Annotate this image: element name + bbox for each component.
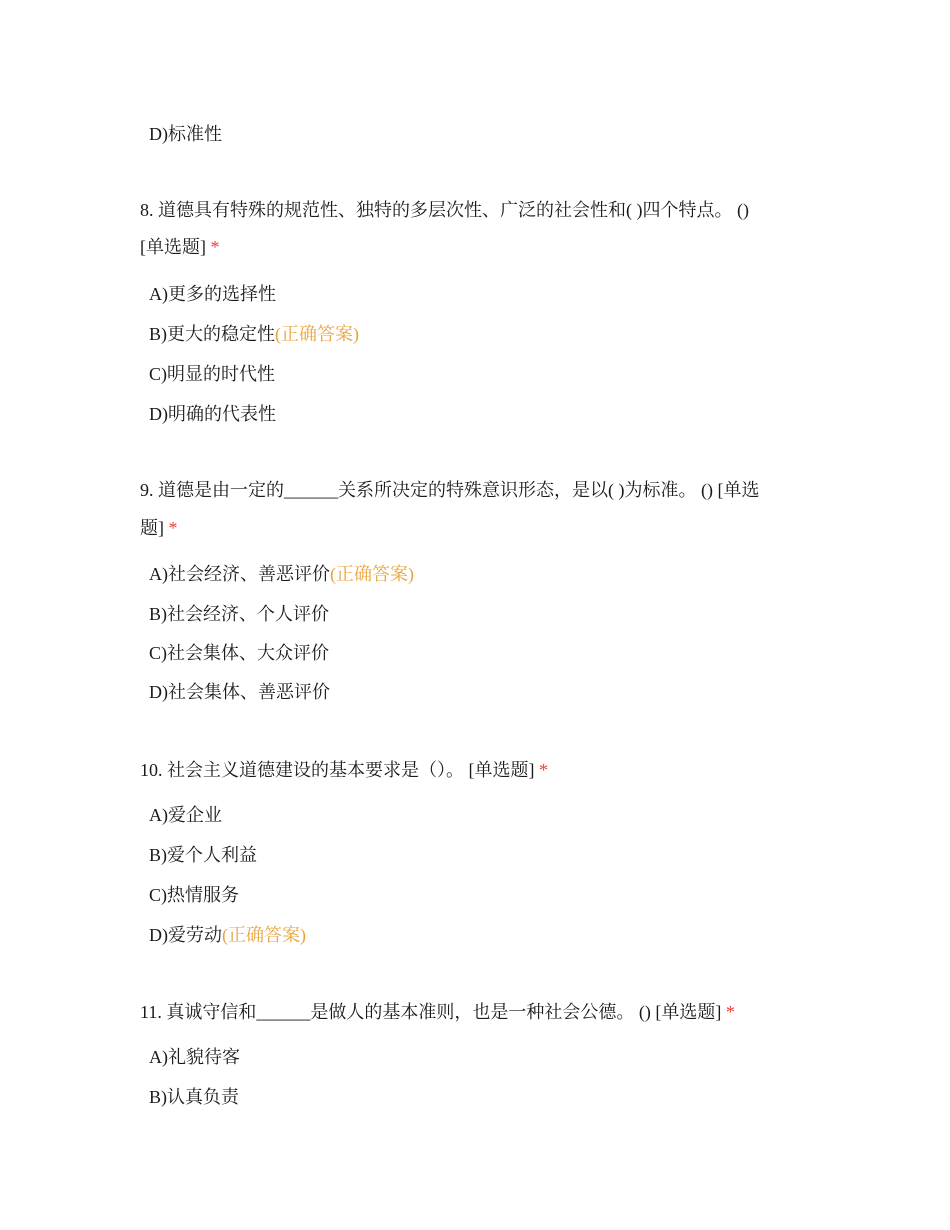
option-item [149,602,329,626]
option-label: A)社会经济、善恶评价 [149,564,330,584]
option-item [149,803,222,827]
correct-answer-marker: (正确答案) [222,925,306,945]
question-10-title [140,758,548,782]
option-item [149,680,330,704]
option-item [149,843,257,867]
question-number: 11. [140,1002,162,1022]
option-label: A)爱企业 [149,805,222,825]
option-item [149,282,276,306]
question-number: 8. [140,200,154,220]
required-asterisk: * [725,1002,735,1022]
question-8-title-cont [140,235,220,259]
question-text: 真诚守信和______是做人的基本准则，也是一种社会公德。 () [单选题] [166,1002,722,1022]
question-text: 道德具有特殊的规范性、独特的多层次性、广泛的社会性和( )四个特点。 () [158,200,749,220]
option-label: C)热情服务 [149,885,239,905]
question-text: 社会主义道德建设的基本要求是（）。 [单选题] [167,760,535,780]
question-8-title [140,198,749,222]
option-label: D)社会集体、善恶评价 [149,682,330,702]
question-type-tag: [单选题] [140,237,206,257]
option-label: A)礼貌待客 [149,1047,240,1067]
required-asterisk: * [210,237,220,257]
option-item [149,1085,239,1109]
option-item [149,923,306,947]
option-label: B)认真负责 [149,1087,239,1107]
option-label: D)明确的代表性 [149,404,276,424]
required-asterisk: * [168,518,178,538]
option-label: B)社会经济、个人评价 [149,604,329,624]
question-type-tag: 题] [140,518,164,538]
option-item [149,122,222,146]
option-label: C)社会集体、大众评价 [149,643,329,663]
question-9-title-cont [140,516,178,540]
question-text: 道德是由一定的______关系所决定的特殊意识形态，是以( )为标准。 () [单选 [158,480,760,500]
question-number: 10. [140,760,163,780]
question-11-title [140,1000,735,1024]
option-label: C)明显的时代性 [149,364,275,384]
option-label: A)更多的选择性 [149,284,276,304]
option-label: B)爱个人利益 [149,845,257,865]
option-item [149,322,359,346]
correct-answer-marker: (正确答案) [275,324,359,344]
option-item [149,641,329,665]
question-9-title [140,478,759,502]
option-item [149,562,414,586]
option-item [149,362,275,386]
option-item [149,1045,240,1069]
correct-answer-marker: (正确答案) [330,564,414,584]
required-asterisk: * [539,760,548,780]
question-number: 9. [140,480,154,500]
option-item [149,883,239,907]
option-label: D)爱劳动 [149,925,222,945]
option-item [149,402,276,426]
option-label: D)标准性 [149,124,222,144]
option-label: B)更大的稳定性 [149,324,275,344]
